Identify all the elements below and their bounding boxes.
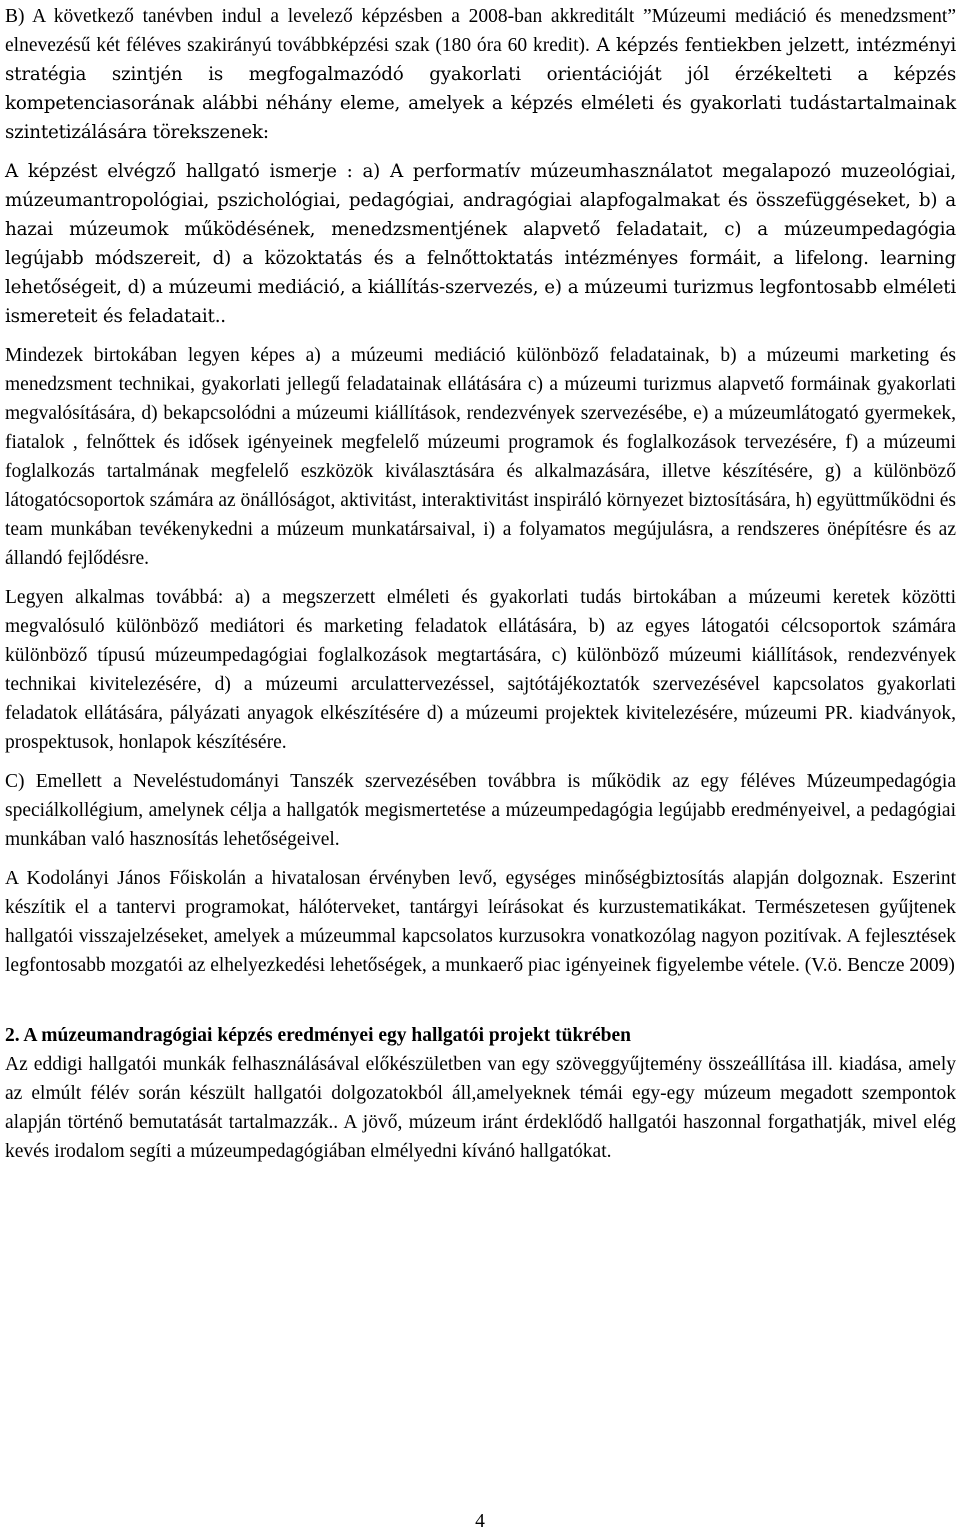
spacer [5,331,956,341]
spacer [5,854,956,864]
student-project-paragraph: Az eddigi hallgatói munkák felhasználásával előkészületben van egy szöveggyűjtemény összeállítása ill. kiadása, amely az elmúlt félév során készült hallgatói dolgozatokból áll,amelyeknek témái egy-egy múzeum megadott szempontok alapján történő bemutatását tartalmazzák.. A jövő, múzeum iránt érdeklődő hallgatói haszonnal forgathatják, mivel elég kevés irodalom segíti a múzeumpedagógiában elmélyedni kívánó hallgatókat. [5,1054,956,1162]
page-number: 4 [475,1511,485,1532]
abilities-paragraph: Mindezek birtokában legyen képes a) a múzeumi mediáció különböző feladatainak, b) a múzeumi marketing és menedzsment technikai, gyakorlati jellegű feladatainak ellátására c) a múzeumi turizmus alapvető formáinak gyakorlati megvalósítására, d) bekapcsolódni a múzeumi kiállítások, rendezvények szervezésébe, e) a múzeumlátogató gyermekek, fiatalok , felnőttek és idősek igényeinek megfelelő múzeumi programok és foglalkozások tervezésére, f) a múzeumi foglalkozás tartalmának megfelelő eszközök kiválasztására és alkalmazására, illetve készítésére, g) a különböző látogatócsoportok számára az önállóságot, aktivitást, interaktivitást inspiráló környezet biztosítására, h) együttműködni és team munkában tevékenykedni a múzeum munkatársaival, i) a folyamatos megújulásra, a rendszeres önépítésre és az állandó fejlődésre. [5,345,956,569]
spacer [5,980,956,1021]
section-b-intro: B) A következő tanévben indul a levelező képzésben a 2008-ban akkreditált ”Múzeumi mediáció és menedzsment” elnevezésű két féléves szakirányú továbbképzési szak (180 óra 60 kredit). [5,6,956,56]
section-2-heading: 2. A múzeumandragógiai képzés eredményei egy hallgatói projekt tükrében [5,1025,631,1046]
quality-assurance-paragraph: A Kodolányi János Főiskolán a hivatalosan érvényben levő, egységes minőségbiztosítás alapján dolgoznak. Eszerint készítik el a tantervi programokat, hálóterveket, tantárgyi leírásokat és kurzustematikákat. Természetesen gyűjtenek hallgatói visszajelzéseket, amelyek a múzeummal kapcsolatos kurzusokra vonatkozólag nagyon pozitívak. A fejlesztések legfontosabb mozgatói az elhelyezkedési lehetőségek, a munkaerő piac igényeinek figyelembe vétele. (V.ö. Bencze 2009) [5,868,956,976]
section-c-paragraph: C) Emellett a Neveléstudományi Tanszék szervezésében továbbra is működik az egy féléves Múzeumpedagógia speciálkollégium, amelynek célja a hallgatók megismertetése a múzeumpedagógia legújabb eredményeivel, a pedagógiai munkában való hasznosítás lehetőségeivel. [5,771,956,850]
section-b-competencies-intro: A képzés fentiekben jelzett, intézményi stratégia szintjén is megfogalmazódó gyakorlati orientációját jól érzékelteti a képzés kompetenciasorának alábbi néhány eleme, amelyek a képzés elméleti és gyakorlati tudástartalmainak szintetizálására törekszenek: [5,35,956,143]
spacer [5,573,956,583]
spacer [5,147,956,157]
knowledge-paragraph-text: A képzést elvégző hallgató ismerje : a) A performatív múzeumhasználatot megalapozó muzeológiai, múzeumantropológiai, pszichológiai, pedagógiai, andragógiai alapfogalmakat és összefüggéseket, b) a hazai múzeumok működésének, menedzsmentjének alapvető feladatait, c) a múzeumpedagógia legújabb módszereit, d) a közoktatás és a felnőttoktatás intézményes formáit, a lifelong. learning lehetőségeit, d) a múzeumi mediáció, a kiállítás-szervezés, e) a múzeumi turizmus legfontosabb elméleti ismereteit és feladatait.. [5,161,956,327]
suitability-paragraph: Legyen alkalmas továbbá: a) a megszerzett elméleti és gyakorlati tudás birtokában a múzeumi keretek közötti megvalósuló különböző mediátori és marketing feladatok ellátására, b) az egyes látogatói célcsoportok számára különböző típusú múzeumpedagógiai foglalkozások megtartására, c) különböző múzeumi kiállítások, rendezvények technikai kivitelezésére, d) a múzeumi arculattervezéssel, sajtótájékoztatók szervezésével kapcsolatos gyakorlati feladatok ellátására, pályázati anyagok elkészítésére d) a múzeumi projektek kivitelezésére, múzeumi PR. kiadványok, prospektusok, honlapok készítésére. [5,587,956,753]
section-b-paragraph [5,0,956,147]
knowledge-paragraph-part1 [5,157,956,331]
spacer [5,757,956,767]
